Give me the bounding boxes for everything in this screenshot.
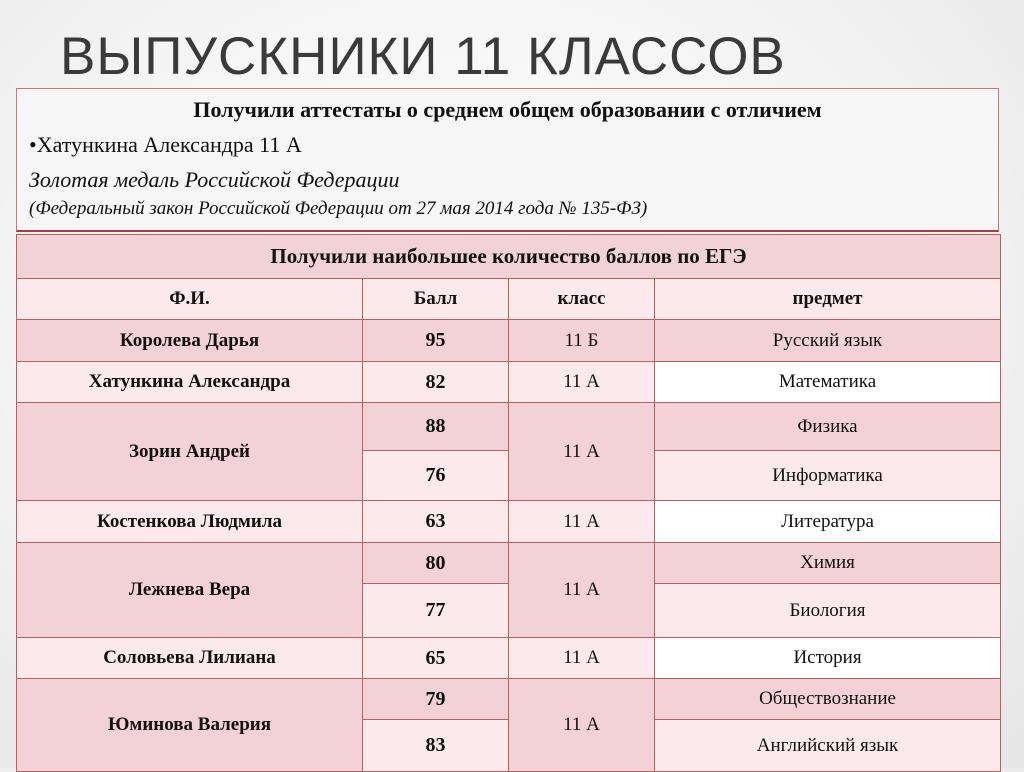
header-class: класс [509,279,655,320]
header-score: Балл [363,279,509,320]
score-cell: 65 [363,638,509,679]
slide-title: ВЫПУСКНИКИ 11 КЛАССОВ [60,27,786,86]
table-caption: Получили наибольшее количество баллов по ЕГЭ [17,235,1001,279]
class-cell: 11 А [509,362,655,403]
table-row [17,543,1001,584]
student-name: Королева Дарья [17,320,363,362]
subject-cell: Литература [655,501,1001,543]
class-cell: 11 А [509,501,655,543]
subject-cell: Химия [655,543,1001,584]
class-cell: 11 А [509,638,655,679]
table-caption-row [17,235,1001,279]
table-row [17,638,1001,679]
table-row [17,362,1001,403]
header-name: Ф.И. [17,279,363,320]
subject-cell: Биология [655,584,1001,638]
subject-cell: Физика [655,403,1001,451]
score-cell: 80 [363,543,509,584]
ege-scores-table [16,234,1001,772]
honors-medal: Золотая медаль Российской Федерации [29,167,400,192]
score-cell: 76 [363,451,509,501]
score-cell: 95 [363,320,509,362]
student-name: Хатункина Александра [17,362,363,403]
score-cell: 63 [363,501,509,543]
table-row [17,501,1001,543]
subject-cell: Английский язык [655,720,1001,772]
student-name: Зорин Андрей [17,403,363,501]
score-cell: 77 [363,584,509,638]
table-header-row [17,279,1001,320]
score-cell: 79 [363,679,509,720]
score-cell: 88 [363,403,509,451]
honors-box [16,88,999,232]
honors-law: (Федеральный закон Российской Федерации от 27 мая 2014 года № 135-ФЗ) [29,198,648,219]
score-cell: 83 [363,720,509,772]
table-row [17,679,1001,720]
honors-heading: Получили аттестаты о среднем общем образовании с отличием [193,97,822,122]
class-cell: 11 А [509,679,655,772]
subject-cell: Информатика [655,451,1001,501]
subject-cell: История [655,638,1001,679]
score-cell: 82 [363,362,509,403]
class-cell: 11 А [509,543,655,638]
student-name: Соловьева Лилиана [17,638,363,679]
class-cell: 11 Б [509,320,655,362]
honors-student: •Хатункина Александра 11 А [29,132,302,157]
class-cell: 11 А [509,403,655,501]
table-row [17,320,1001,362]
student-name: Костенкова Людмила [17,501,363,543]
student-name: Юминова Валерия [17,679,363,772]
subject-cell: Русский язык [655,320,1001,362]
student-name: Лежнева Вера [17,543,363,638]
header-subject: предмет [655,279,1001,320]
subject-cell: Обществознание [655,679,1001,720]
subject-cell: Математика [655,362,1001,403]
table-row [17,403,1001,451]
